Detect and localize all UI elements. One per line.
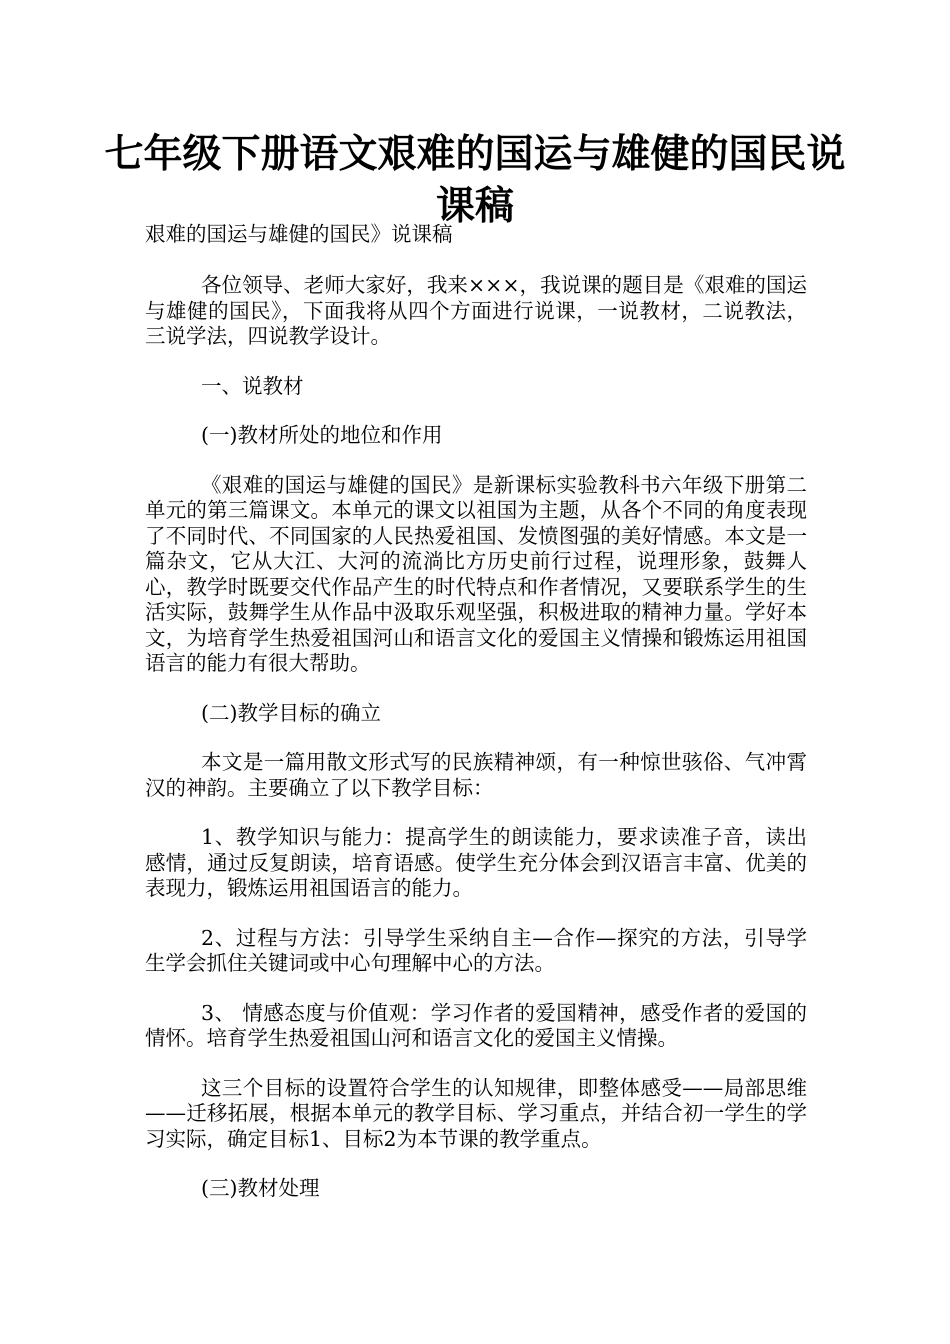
goal-item-2: 2、过程与方法：引导学生采纳自主—合作—探究的方法，引导学生学会抓住关键词或中心句理解中心的方法。 [145,925,807,975]
intro-paragraph: 各位领导、老师大家好，我来×××，我说课的题目是《艰难的国运与雄健的国民》，下面我将从四个方面进行说课，一说教材，二说教法，三说学法，四说教学设计。 [145,273,807,348]
position-paragraph: 《艰难的国运与雄健的国民》是新课标实验教科书六年级下册第二单元的第三篇课文。本单元的课文以祖国为主题，从各个不同的角度表现了不同时代、不同国家的人民热爱祖国、发愤图强的美好情感。本文是一篇杂文，它从大江、大河的流淌比方历史前行过程，说理形象，鼓舞人心，教学时既要交代作品产生的时代特点和作者情况，又要联系学生的生活实际，鼓舞学生从作品中汲取乐观坚强，积极进取的精神力量。学好本文，为培育学生热爱祖国河山和语言文化的爱国主义情操和锻炼运用祖国语言的能力有很大帮助。 [145,472,807,675]
subsection-heading-goals: (二)教学目标的确立 [201,700,381,725]
goals-summary-paragraph: 这三个目标的设置符合学生的认知规律，即整体感受——局部思维——迁移拓展，根据本单元的教学目标、学习重点，并结合初一学生的学习实际，确定目标1、目标2为本节课的教学重点。 [145,1075,807,1151]
goals-intro-paragraph: 本文是一篇用散文形式写的民族精神颂，有一种惊世骇俗、气冲霄汉的神韵。主要确立了以下教学目标： [145,750,807,800]
document-subtitle: 艰难的国运与雄健的国民》说课稿 [145,222,453,246]
document-title: 七年级下册语文艰难的国运与雄健的国民说课稿 [104,131,846,229]
subsection-heading-position: (一)教材所处的地位和作用 [201,423,443,447]
document-body [145,222,807,1226]
subsection-heading-processing: (三)教材处理 [201,1176,320,1200]
section-heading-textbook: 一、说教材 [201,373,304,398]
goal-item-3: 3、 情感态度与价值观：学习作者的爱国精神，感受作者的爱国的情怀。培育学生热爱祖国山河和语言文化的爱国主义情操。 [145,1000,807,1050]
goal-item-1: 1、教学知识与能力：提高学生的朗读能力，要求读准子音，读出感情，通过反复朗读，培育语感。使学生充分体会到汉语言丰富、优美的表现力，锻炼运用祖国语言的能力。 [145,825,807,900]
